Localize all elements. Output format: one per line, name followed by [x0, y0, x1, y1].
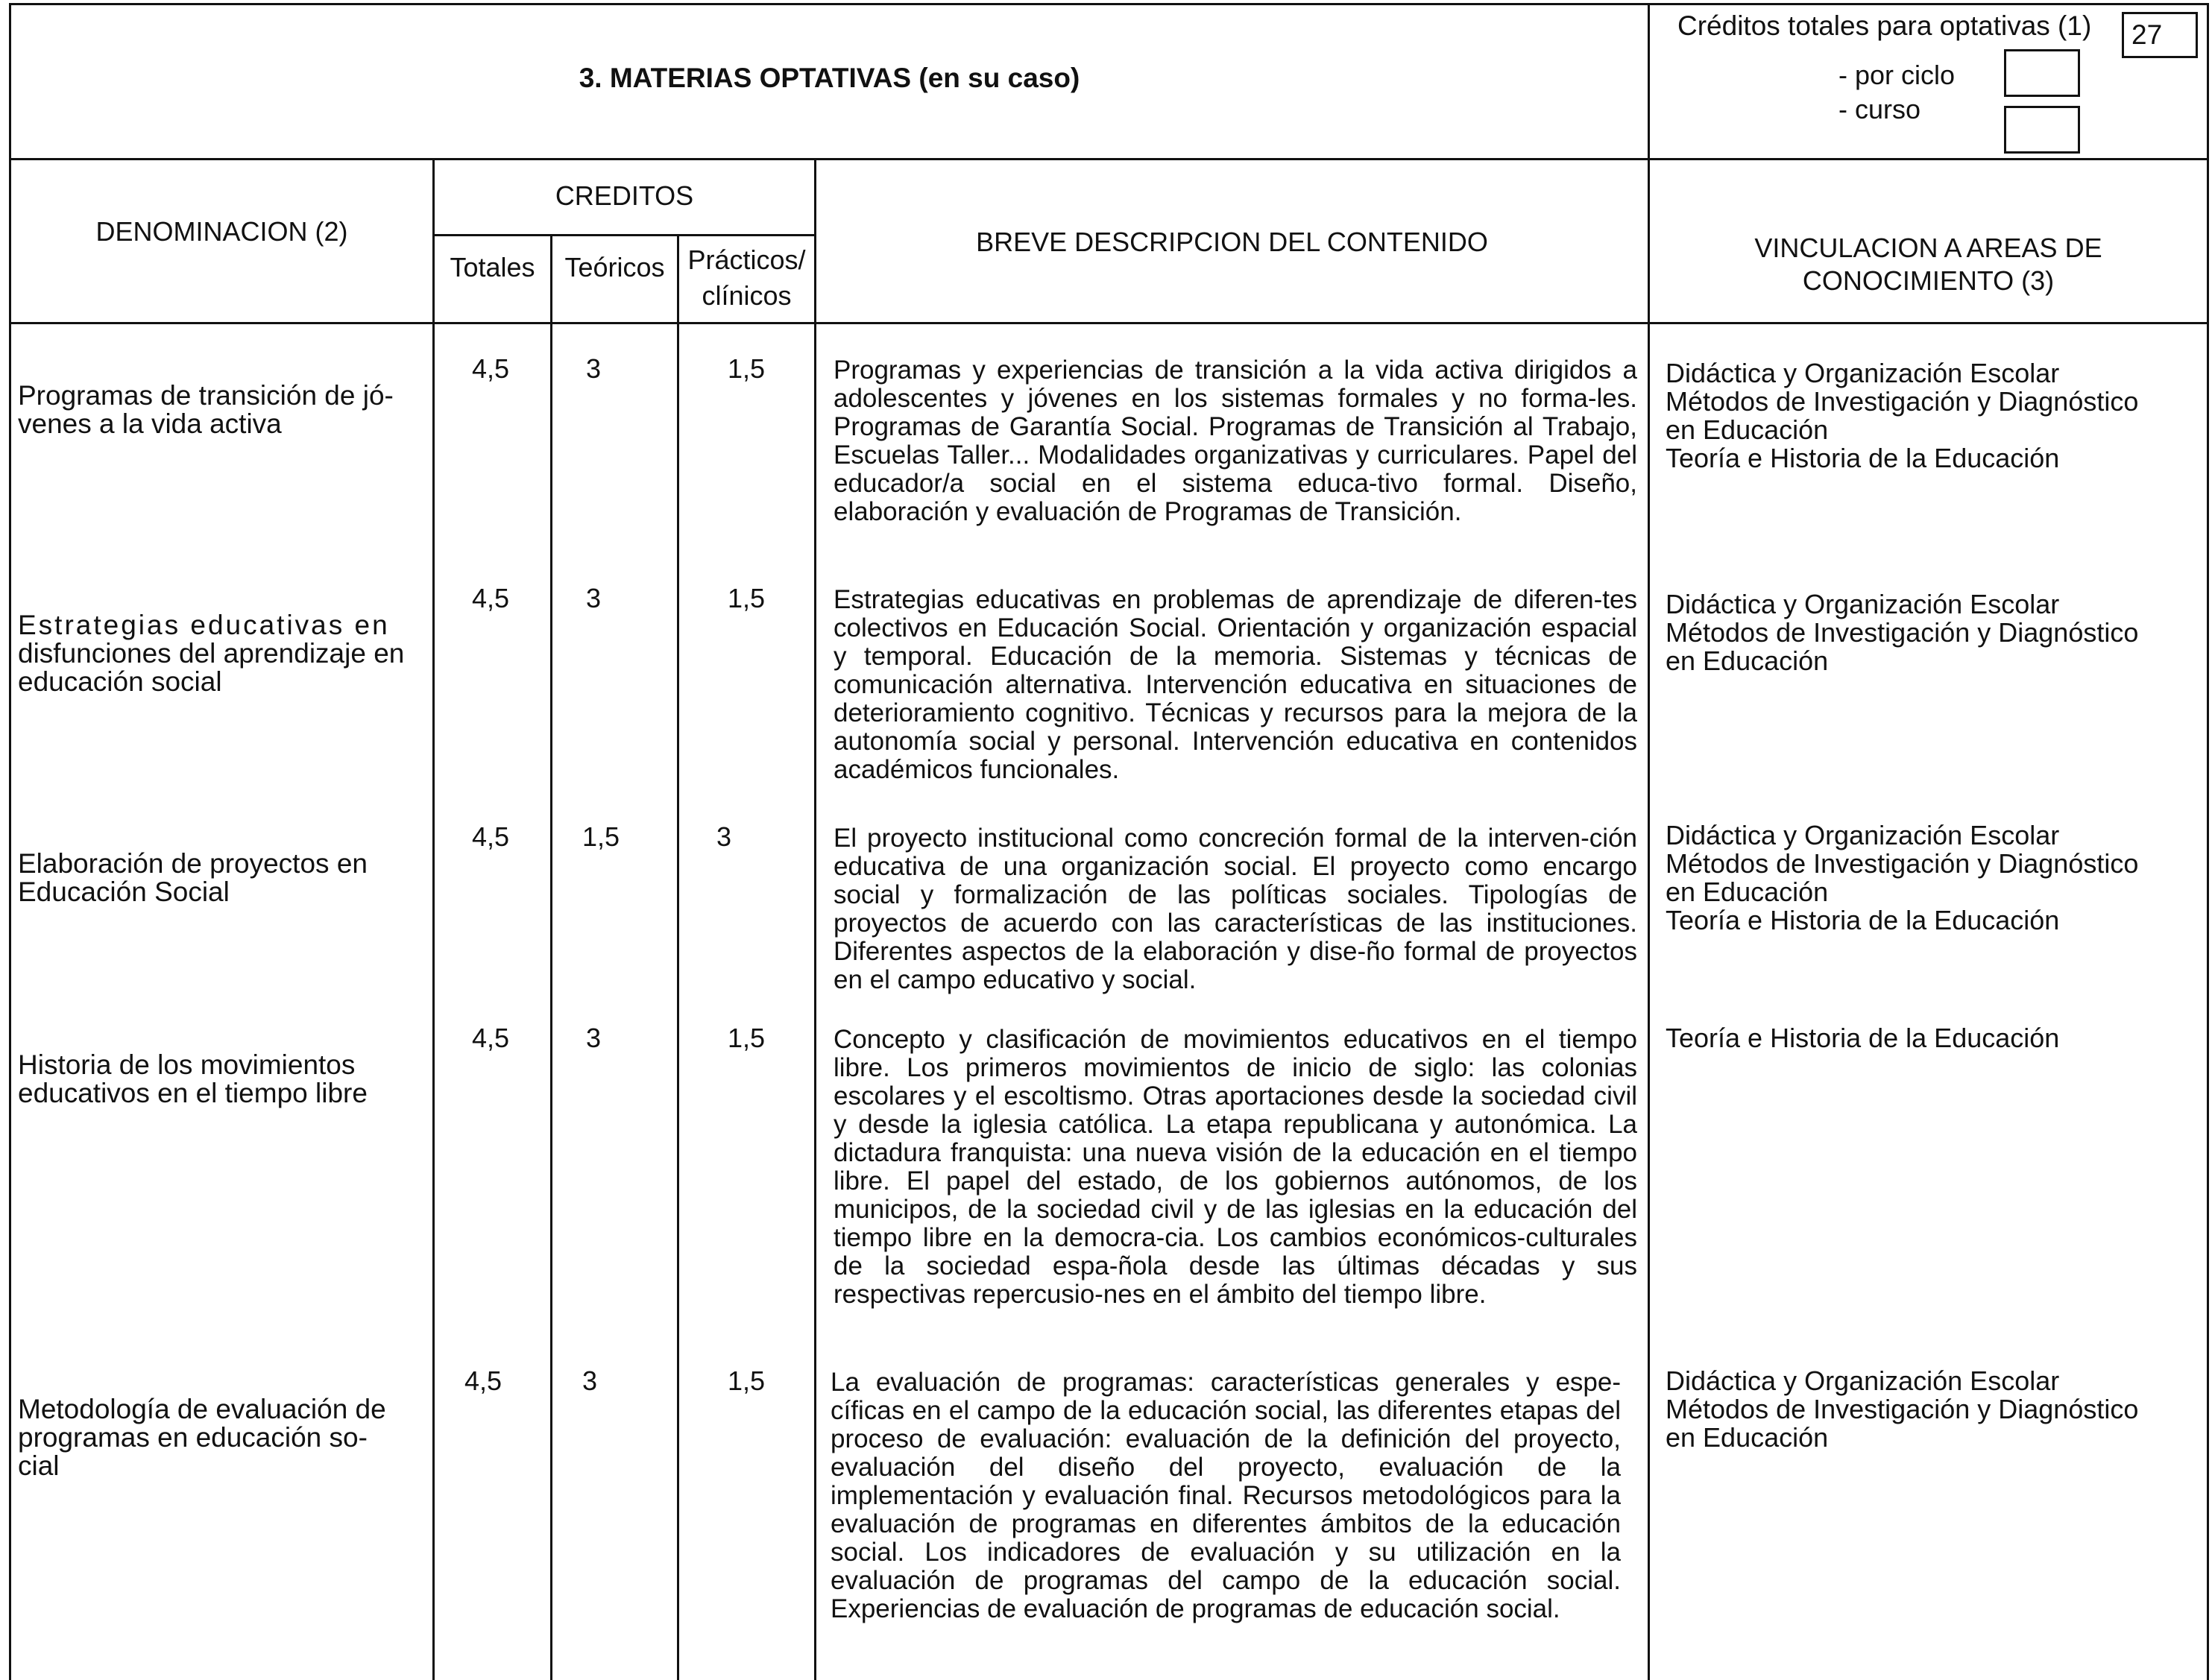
divider-columns [9, 322, 2208, 324]
row-totales: 4,5 [464, 1365, 502, 1396]
section-title: 3. MATERIAS OPTATIVAS (en su caso) [579, 63, 1080, 93]
divider-creditos [435, 234, 816, 236]
row-area: Teoría e Historia de la Educación [1666, 443, 2060, 473]
row-area: Métodos de Investigación y Diagnóstico [1666, 617, 2139, 648]
row-area: Didáctica y Organización Escolar [1666, 820, 2060, 850]
por-ciclo-box [2004, 49, 2080, 97]
creditos-totales-value: 27 [2131, 19, 2163, 50]
header-vinculacion-2: CONOCIMIENTO (3) [1802, 265, 2055, 296]
row-teoricos: 3 [582, 1365, 598, 1396]
row-area: Métodos de Investigación y Diagnóstico [1666, 1394, 2139, 1424]
creditos-totales-box [2122, 12, 2198, 58]
row-name-line: Programas de transición de jó- [18, 380, 394, 411]
header-totales: Totales [450, 252, 535, 282]
curso-label: - curso [1838, 94, 1921, 124]
row-practicos: 1,5 [727, 1023, 766, 1053]
row-practicos: 3 [716, 821, 732, 852]
row-name-line: cial [18, 1450, 60, 1481]
row-area: Métodos de Investigación y Diagnóstico [1666, 386, 2139, 417]
row-name-line: programas en educación so- [18, 1422, 368, 1453]
row-area: Didáctica y Organización Escolar [1666, 589, 2060, 619]
row-totales: 4,5 [471, 353, 510, 384]
col-sep-creditos [814, 158, 816, 1680]
border-top [9, 3, 2208, 5]
row-area: Métodos de Investigación y Diagnóstico [1666, 848, 2139, 879]
row-area: Teoría e Historia de la Educación [1666, 905, 2060, 935]
row-name-line: educativos en el tiempo libre [18, 1078, 368, 1108]
header-descripcion: BREVE DESCRIPCION DEL CONTENIDO [976, 227, 1488, 257]
row-description: El proyecto institucional como concreción formal de la interven-ción educativa de una organización social. El proyecto como encargo social y formalización de las políticas sociales. Tipologías de proyectos de acuerdo con las características de las instituciones. Diferentes aspectos de la elaboración y dise-ño formal de proyectos en el campo educativo y social. [834, 824, 1637, 994]
row-teoricos: 3 [585, 583, 602, 613]
row-practicos: 1,5 [727, 353, 766, 384]
por-ciclo-label: - por ciclo [1838, 60, 1956, 90]
header-creditos: CREDITOS [555, 180, 694, 211]
col-sep-teoricos [677, 234, 679, 1680]
row-area: en Educación [1666, 1422, 1829, 1453]
col-sep-denominacion [432, 158, 435, 1680]
row-name-line: Estrategias educativas en [18, 610, 390, 640]
row-name-line: Historia de los movimientos [18, 1049, 356, 1080]
row-teoricos: 3 [585, 353, 602, 384]
row-name-line: Educación Social [18, 877, 230, 907]
row-teoricos: 3 [585, 1023, 602, 1053]
header-denominacion: DENOMINACION (2) [95, 216, 348, 247]
row-name-line: disfunciones del aprendizaje en [18, 638, 405, 669]
curso-box [2004, 106, 2080, 154]
row-teoricos: 1,5 [582, 821, 620, 852]
row-description: La evaluación de programas: características generales y espe-cíficas en el campo de la educación social, las diferentes etapas del proceso de evaluación: evaluación de la definición del proyecto, evaluación del diseño del proyecto, evaluación de la implementación y evaluación final. Recursos metodológicos para la evaluación de programas en diferentes ámbitos de la educación social. Los indicadores de evaluación y su utilización en la evaluación de programas del campo de la educación social. Experiencias de evaluación de programas de educación social. [831, 1368, 1621, 1623]
row-area: en Educación [1666, 877, 1829, 907]
col-sep-totales [550, 234, 552, 1680]
row-area: en Educación [1666, 645, 1829, 676]
border-right [2207, 3, 2209, 1680]
row-name-line: Metodología de evaluación de [18, 1394, 386, 1424]
row-area: Didáctica y Organización Escolar [1666, 1365, 2060, 1396]
row-area: en Educación [1666, 414, 1829, 445]
row-practicos: 1,5 [727, 1365, 766, 1396]
row-name-line: Elaboración de proyectos en [18, 848, 368, 879]
header-practicos-2: clínicos [702, 280, 792, 311]
row-description: Concepto y clasificación de movimientos educativos en el tiempo libre. Los primeros movimientos de inicio de siglo: las colonias escolares y el escoltismo. Otras aportaciones desde la sociedad civil y desde la iglesia católica. La etapa republicana y autonómica. La dictadura franquista: una nueva visión de la educación en el tiempo libre. El papel del estado, de los gobiernos autónomos, de los municipos, de la sociedad civil y de las iglesias en la educación del tiempo libre en la democra-cia. Los cambios económicos-culturales de la sociedad espa-ñola desde las últimas décadas y sus respectivas repercusio-nes en el ámbito del tiempo libre. [834, 1025, 1637, 1309]
creditos-totales-label: Créditos totales para optativas (1) [1677, 10, 2092, 41]
row-totales: 4,5 [471, 583, 510, 613]
row-totales: 4,5 [471, 1023, 510, 1053]
divider-header [9, 158, 2208, 160]
row-description: Programas y experiencias de transición a la vida activa dirigidos a adolescentes y jóvenes en los sistemas formales y no forma-les. Programas de Garantía Social. Programas de Transición al Trabajo, Escuelas Taller... Modalidades organizativas y curriculares. Papel del educador/a social en el sistema educa-tivo formal. Diseño, elaboración y evaluación de Programas de Transición. [834, 356, 1637, 526]
row-area: Teoría e Historia de la Educación [1666, 1023, 2060, 1053]
row-name-line: educación social [18, 666, 222, 697]
border-left [9, 3, 11, 1680]
row-totales: 4,5 [471, 821, 510, 852]
header-practicos-1: Prácticos/ [687, 244, 806, 275]
row-name-line: venes a la vida activa [18, 408, 282, 439]
row-description: Estrategias educativas en problemas de aprendizaje de diferen-tes colectivos en Educación Social. Orientación y organización espacial y temporal. Educación de la memoria. Sistemas y técnicas de comunicación alternativa. Intervención educativa en situaciones de deterioramiento cognitivo. Técnicas y recursos para la mejora de la autonomía social y personal. Intervención educativa en contenidos académicos funcionales. [834, 585, 1637, 784]
header-vinculacion-1: VINCULACION A AREAS DE [1754, 233, 2102, 263]
row-area: Didáctica y Organización Escolar [1666, 358, 2060, 388]
header-teoricos: Teóricos [564, 252, 665, 282]
row-practicos: 1,5 [727, 583, 766, 613]
